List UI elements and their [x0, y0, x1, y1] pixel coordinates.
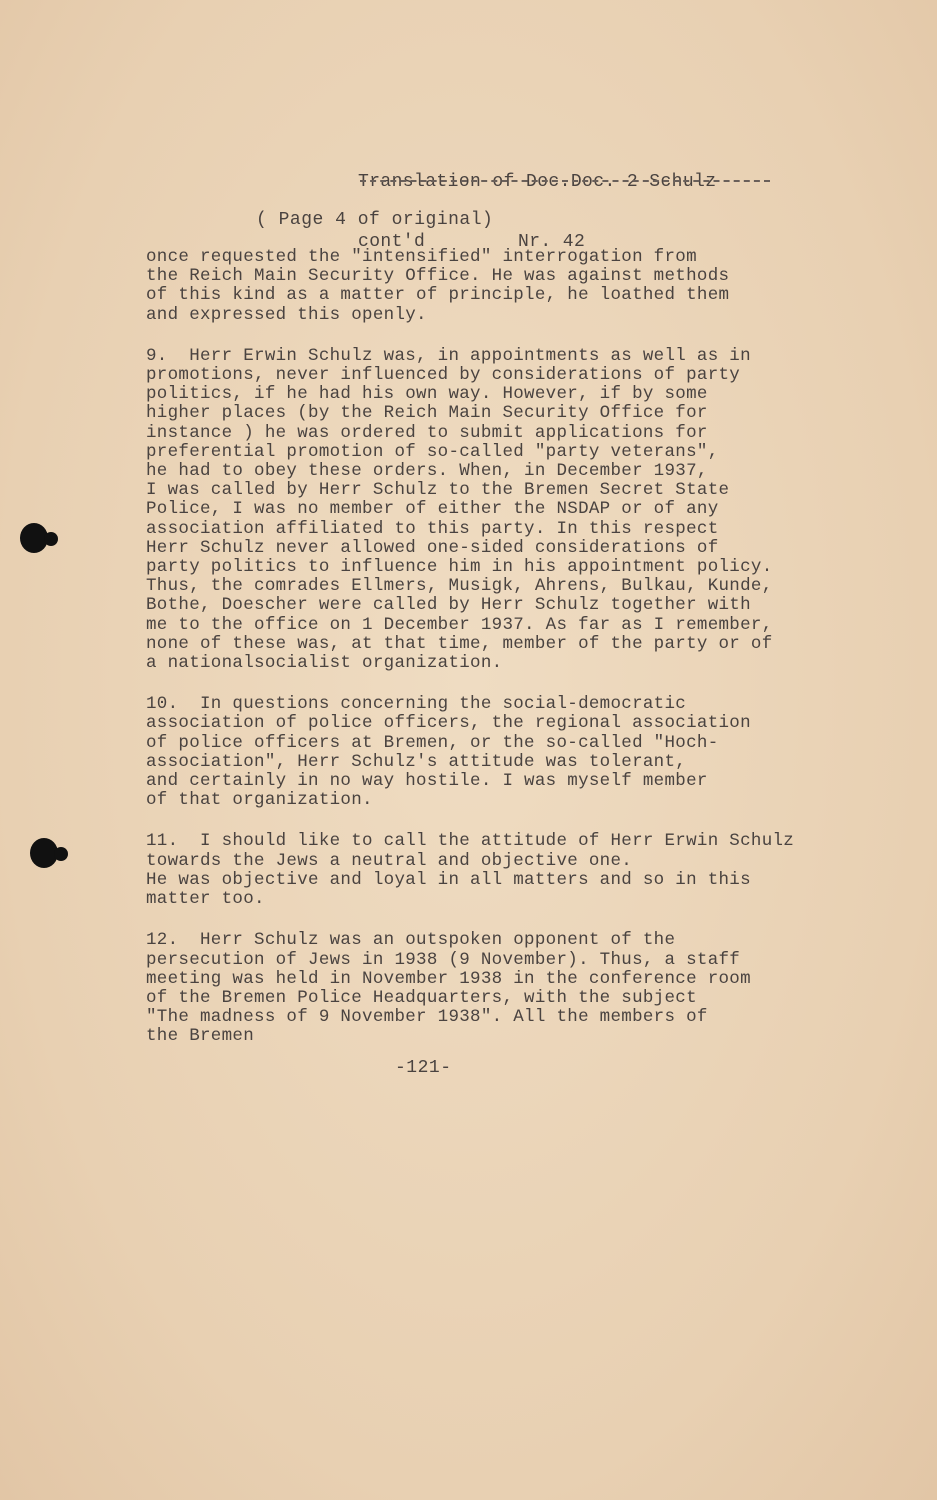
text-line: association", Herr Schulz's attitude was tolerant,	[146, 751, 687, 772]
text-line: none of these was, at that time, member of the party or of	[146, 633, 773, 654]
text-line: 9. Herr Erwin Schulz was, in appointments as well as in	[146, 345, 751, 366]
text-line: association of police officers, the regional association	[146, 713, 751, 734]
text-line: I was called by Herr Schulz to the Bremen Secret State	[146, 480, 730, 501]
text-line: he had to obey these orders. When, in December 1937,	[146, 461, 708, 482]
text-line: Thus, the comrades Ellmers, Musigk, Ahrens, Bulkau, Kunde,	[146, 576, 773, 597]
text-line: He was objective and loyal in all matters and so in this	[146, 869, 751, 890]
text-line: preferential promotion of so-called "party veterans",	[146, 441, 719, 462]
text-line: politics, if he had his own way. However, if by some	[146, 384, 708, 405]
text-line: "The madness of 9 November 1938". All the members of	[146, 1007, 708, 1028]
text-line: higher places (by the Reich Main Security Office for	[146, 403, 708, 424]
text-line: matter too.	[146, 889, 265, 910]
text-line: a nationalsocialist organization.	[146, 653, 503, 674]
text-line: of the Bremen Police Headquarters, with the subject	[146, 987, 697, 1008]
text-line: promotions, never influenced by considerations of party	[146, 365, 741, 386]
text-line: and certainly in no way hostile. I was myself member	[146, 771, 708, 792]
page-of-original-note: ( Page 4 of original)	[256, 210, 494, 230]
text-line: 12. Herr Schulz was an outspoken opponent of the	[146, 930, 676, 951]
text-line: of that organization.	[146, 790, 373, 811]
text-line: me to the office on 1 December 1937. As far as I remember,	[146, 614, 773, 635]
text-line: Bothe, Doescher were called by Herr Schulz together with	[146, 595, 751, 616]
paragraph-9	[146, 347, 836, 673]
text-line: the Reich Main Security Office. He was against methods	[146, 266, 730, 287]
text-line: of this kind as a matter of principle, he loathed them	[146, 285, 730, 306]
text-line: meeting was held in November 1938 in the conference room	[146, 968, 751, 989]
text-line: 10. In questions concerning the social-democratic	[146, 694, 687, 715]
text-line: of police officers at Bremen, or the so-called "Hoch-	[146, 732, 719, 753]
paragraph-12	[146, 931, 836, 1046]
page-number: -121-	[395, 1058, 452, 1078]
text-line: Herr Schulz never allowed one-sided considerations of	[146, 537, 719, 558]
paragraph	[146, 248, 836, 325]
text-line: towards the Jews a neutral and objective one.	[146, 850, 633, 871]
punch-hole-top	[20, 523, 48, 553]
text-line: the Bremen	[146, 1026, 255, 1047]
text-line: 11. I should like to call the attitude of Herr Erwin Schulz	[146, 831, 795, 852]
header-title: Translation of Doc.Doc. 2 Schulz	[358, 172, 717, 192]
document-body	[146, 248, 836, 1069]
text-line: instance ) he was ordered to submit applications for	[146, 422, 708, 443]
text-line: Police, I was no member of either the NSDAP or of any	[146, 499, 719, 520]
text-line: once requested the "intensified" interrogation from	[146, 247, 697, 267]
text-line: association affiliated to this party. In this respect	[146, 518, 719, 539]
text-line: and expressed this openly.	[146, 304, 427, 325]
header-number: Nr. 42	[518, 232, 586, 252]
text-line: party politics to influence him in his appointment policy.	[146, 557, 773, 578]
text-line: persecution of Jews in 1938 (9 November). Thus, a staff	[146, 949, 741, 970]
header-cont: cont'd	[358, 232, 426, 252]
header-divider	[360, 180, 770, 182]
punch-hole-bottom	[30, 838, 58, 868]
paragraph-10	[146, 695, 836, 810]
paragraph-11	[146, 832, 836, 909]
